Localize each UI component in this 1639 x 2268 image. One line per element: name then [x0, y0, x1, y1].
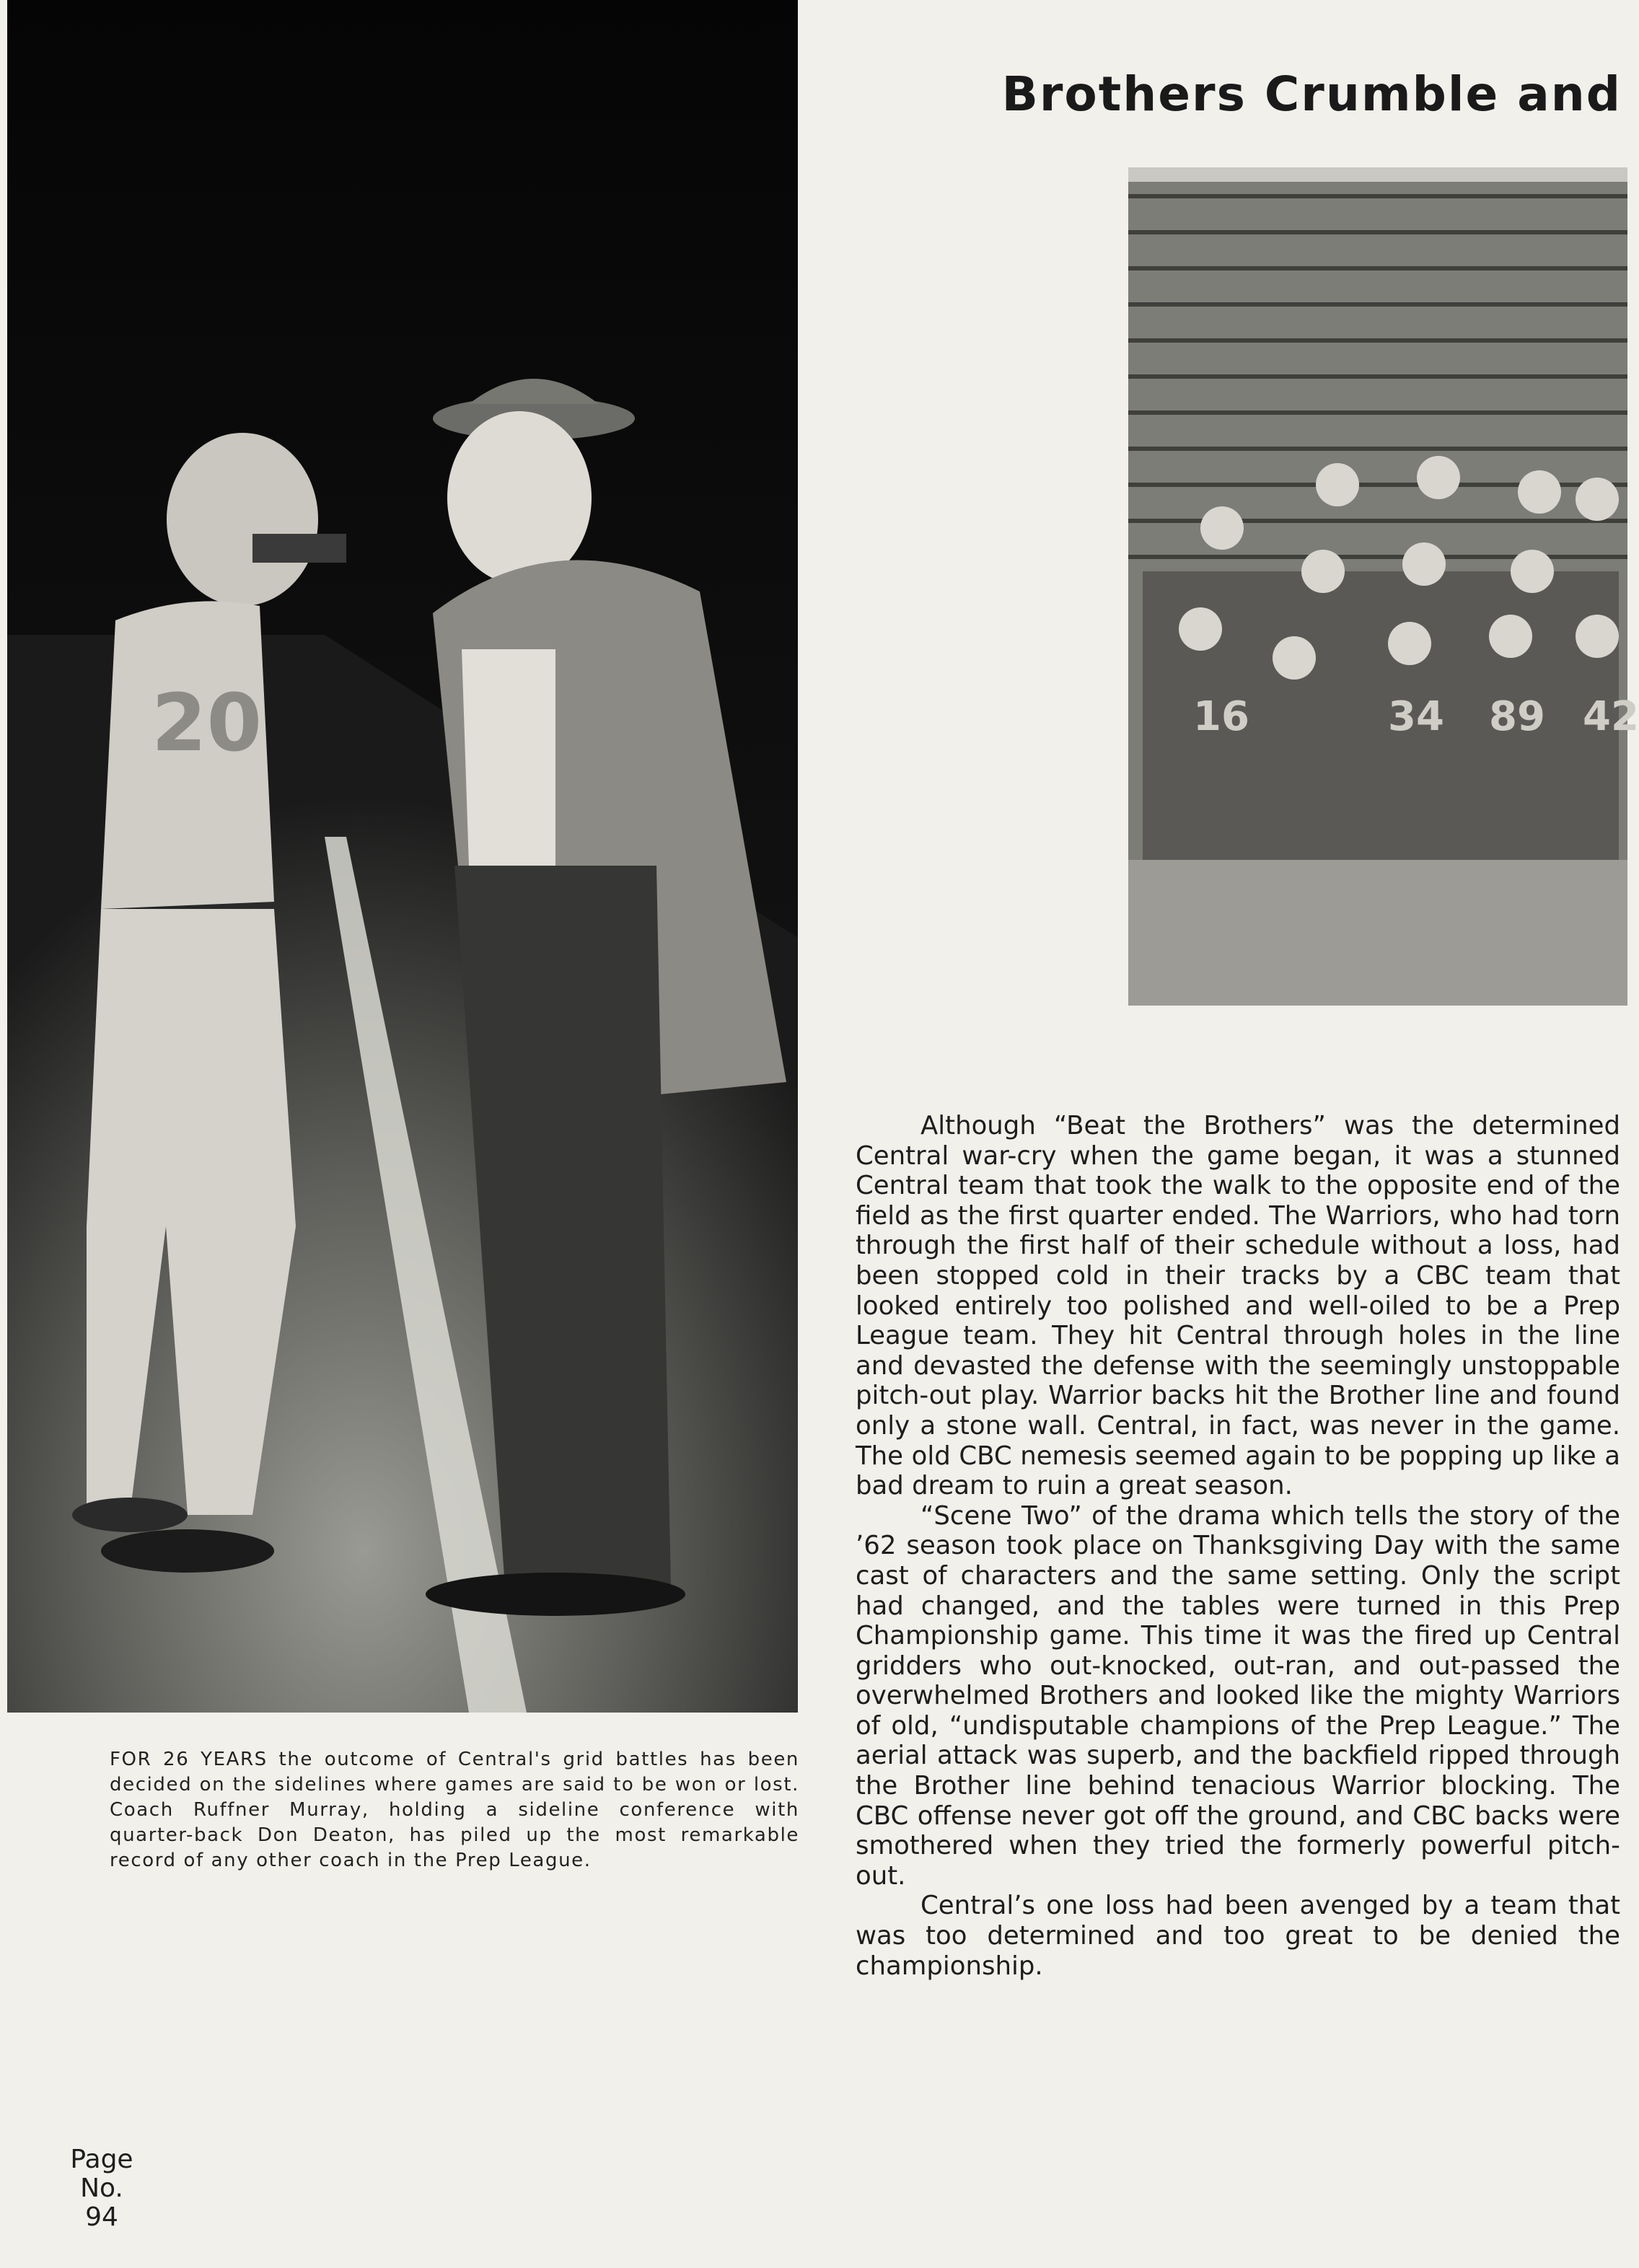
photo-caption: FOR 26 YEARS the outcome of Central's grid battles has been decided on the sidelines where games are said to be won or lost. Coach Ruffner Murray, holding a sideline conference with quarter-back Don Deaton, has piled up the most remarkable record of any other coach in the Prep League. — [110, 1749, 799, 1871]
team-jersey-number: 89 — [1489, 693, 1545, 740]
article-body — [856, 1111, 1620, 1981]
article-headline: Brothers Crumble and — [1001, 66, 1622, 122]
page-number — [69, 2145, 134, 2232]
page-number-abbrev: No. — [80, 2174, 123, 2203]
page-number-label: Page — [70, 2145, 133, 2174]
article-paragraph: Although “Beat the Brothers” was the determined Central war-cry when the game began, it was a stunned Central team that took the walk to the opposite end of the field as the first quarter ended. The Warriors, who had torn through the first half of their schedule without a loss, had been stopped cold in their tracks by a CBC team that looked entirely too polished and well-oiled to be a Prep League team. They hit Central through holes in the line and devasted the defense with the seemingly unstoppable pitch-out play. Warrior backs hit the Brother line and found only a stone wall. Central, in fact, was never in the game. The old CBC nemesis seemed again to be popping up like a bad dream to ruin a great season. — [856, 1111, 1620, 1501]
coach-photo-illustration — [7, 0, 798, 1713]
team-photo — [1128, 167, 1639, 1006]
team-jersey-number: 34 — [1388, 693, 1444, 740]
page-number-value: 94 — [85, 2202, 118, 2232]
team-jersey-number: 16 — [1193, 693, 1249, 740]
article-paragraph: Central’s one loss had been avenged by a team that was too determined and too great to be denied the championship. — [856, 1891, 1620, 1981]
team-photo-illustration — [1128, 167, 1639, 1006]
player-jersey-number: 20 — [151, 677, 263, 769]
team-jersey-number: 42 — [1583, 693, 1639, 740]
article-paragraph: “Scene Two” of the drama which tells the story of the ’62 season took place on Thanksgiving Day with the same cast of characters and the same setting. Only the script had changed, and the tables were turned in this Prep Championship game. This time it was the fired up Central gridders who out-knocked, out-ran, and out-passed the overwhelmed Brothers and looked like the mighty Warriors of old, “undisputable champions of the Prep League.” The aerial attack was superb, and the backfield ripped through the Brother line behind tenacious Warrior blocking. The CBC offense never got off the ground, and CBC backs were smothered when they tried the formerly powerful pitch-out. — [856, 1500, 1620, 1891]
coach-sideline-photo — [7, 0, 798, 1713]
